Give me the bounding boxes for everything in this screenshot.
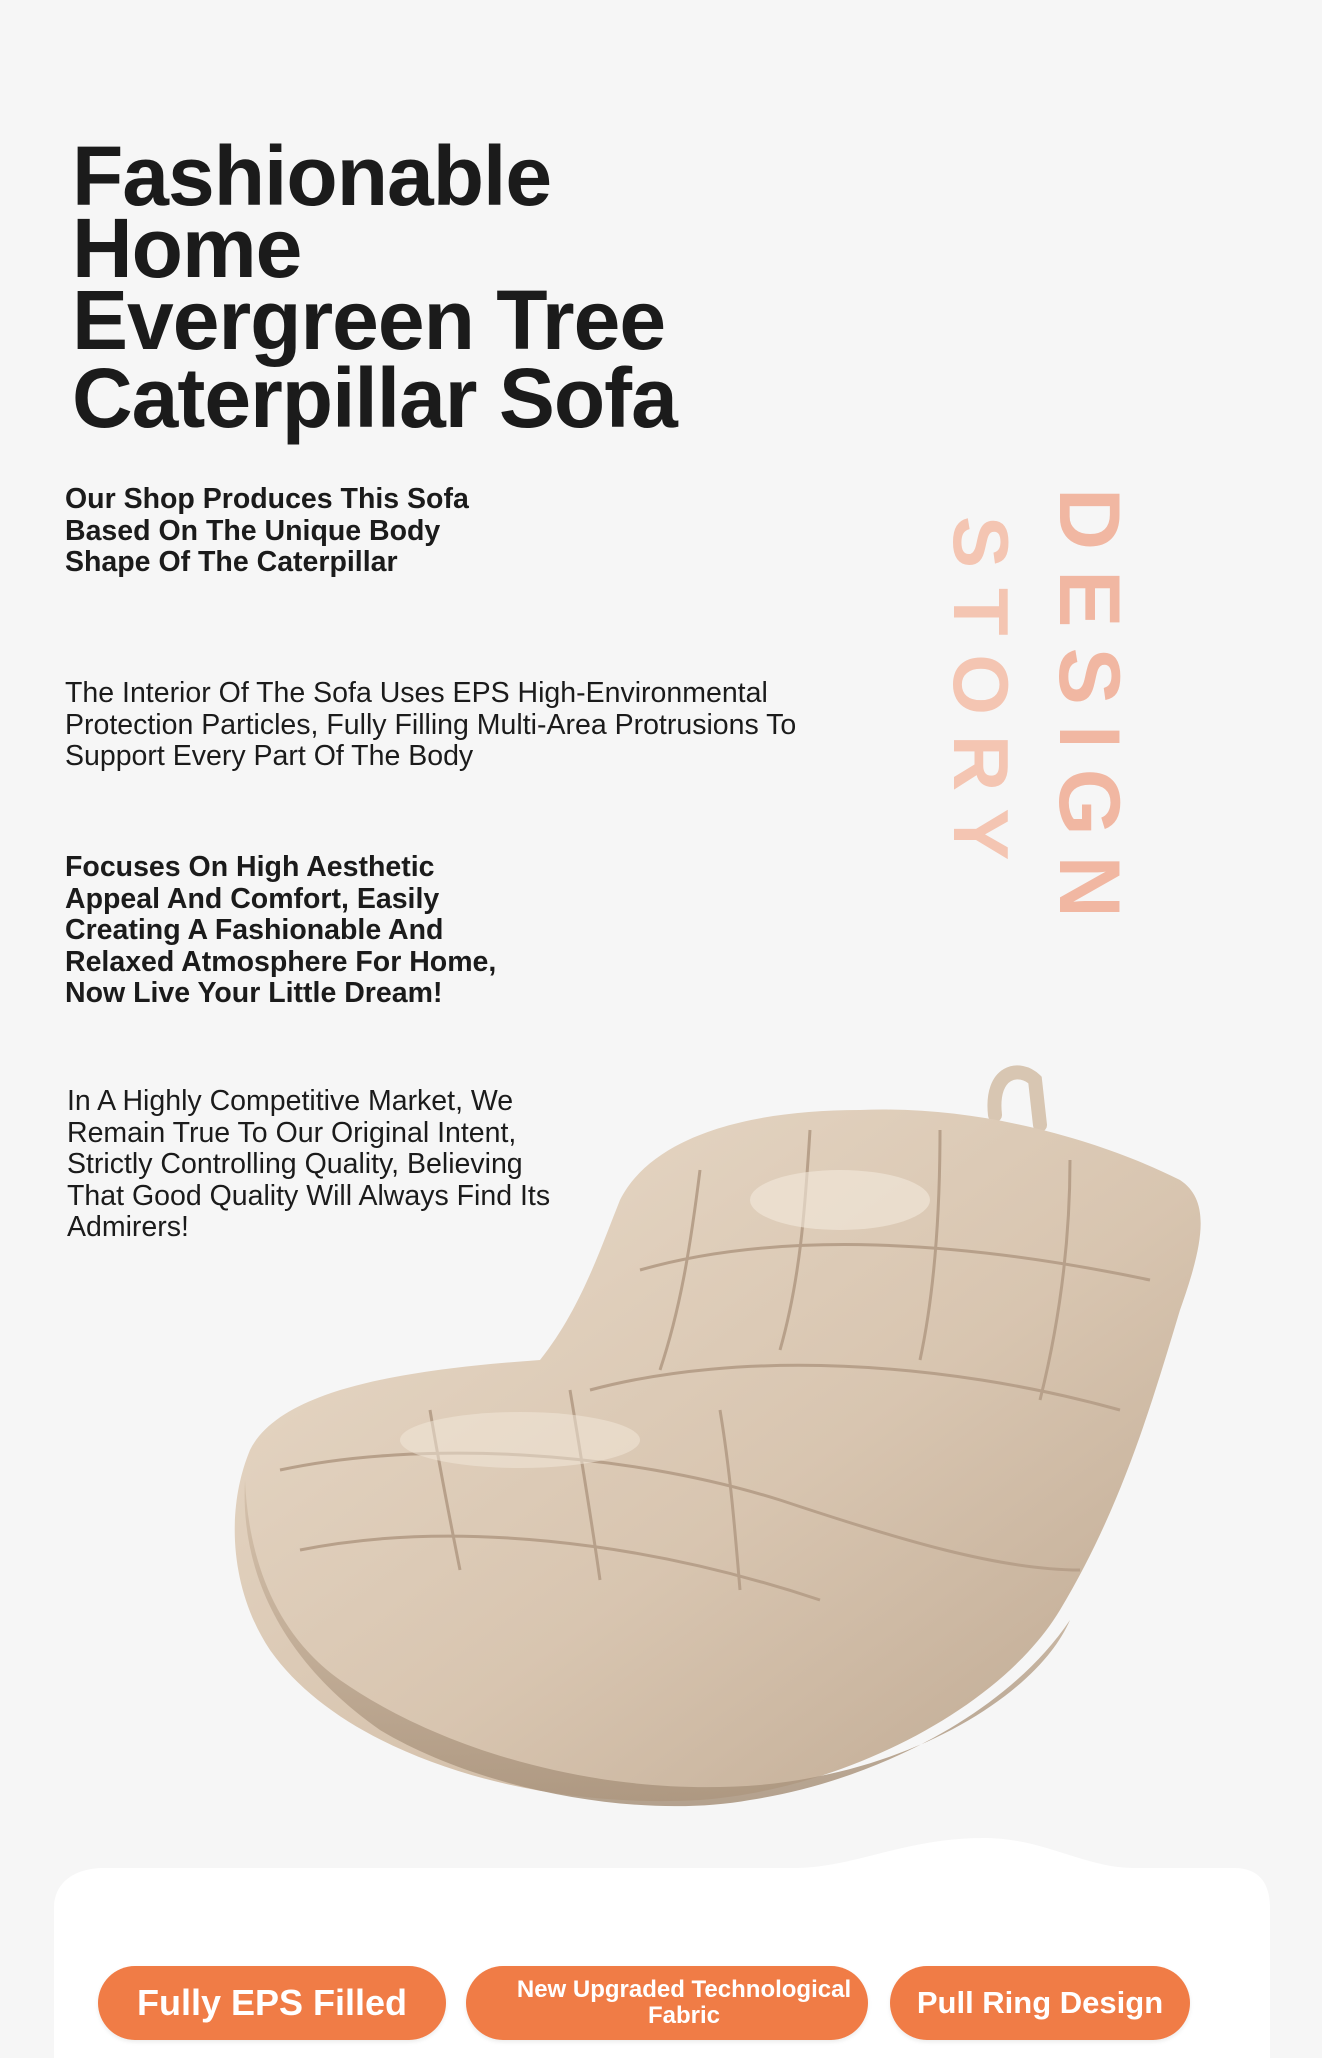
feature-pill-ring: Pull Ring Design [890,1966,1190,2040]
title-line-1: Fashionable Home [72,129,552,295]
feature-pill-eps: Fully EPS Filled [98,1966,446,2040]
interior-paragraph: The Interior Of The Sofa Uses EPS High-Environmental Protection Particles, Fully Filling Multi-Area Protrusions To Support Every Part Of The Body [65,677,797,772]
title-line-3: Caterpillar Sofa [72,351,677,445]
page-title [72,129,792,445]
quality-paragraph: In A Highly Competitive Market, We Remain True To Our Original Intent, Strictly Controlling Quality, Believing That Good Quality Will Always Find Its Admirers! [67,1085,551,1243]
story-vertical-text: STORY [937,516,1025,881]
feature-pill-fabric: New Upgraded Technological Fabric [466,1966,868,2040]
sofa-illustration [220,1050,1260,1830]
aesthetic-paragraph: Focuses On High Aesthetic Appeal And Comfort, Easily Creating A Fashionable And Relaxed Atmosphere For Home, Now Live Your Little Dream! [65,851,497,1009]
intro-paragraph: Our Shop Produces This Sofa Based On The Unique Body Shape Of The Caterpillar [65,483,469,578]
title-line-2: Evergreen Tree [72,273,666,367]
design-vertical-text: DESIGN [1041,488,1137,938]
